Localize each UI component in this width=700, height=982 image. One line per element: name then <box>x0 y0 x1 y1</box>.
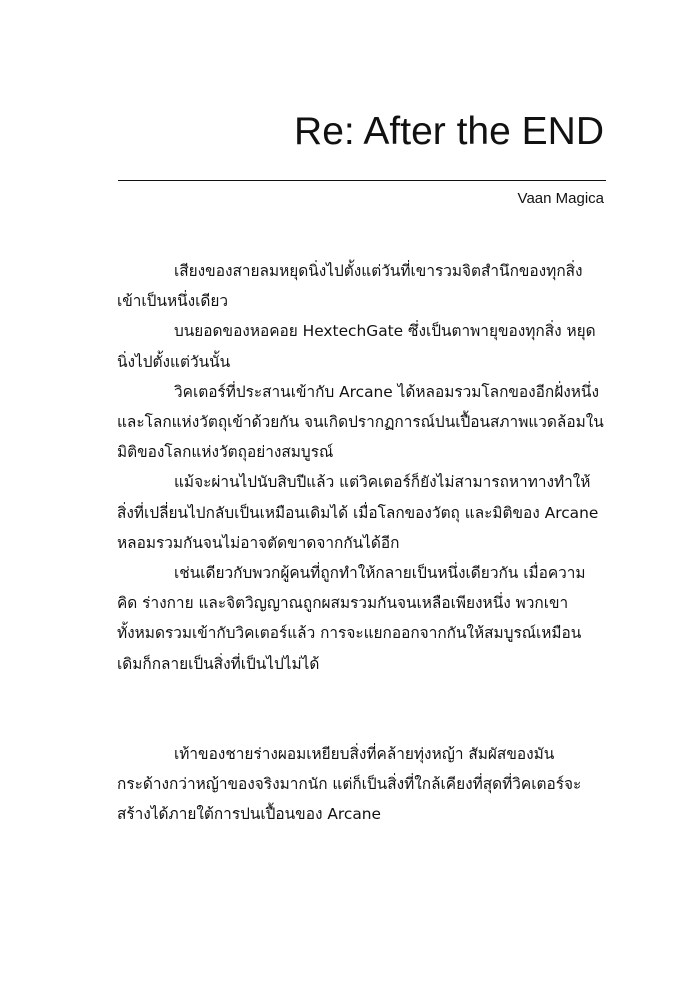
section-break <box>117 679 605 739</box>
paragraph: บนยอดของหอคอย HextechGate ซึ่งเป็นตาพายุของทุกสิ่ง หยุดนิ่งไปตั้งแต่วันนั้น <box>117 322 596 371</box>
paragraph: วิคเตอร์ที่ประสานเข้ากับ Arcane ได้หลอมรวมโลกของอีกฝั่งหนึ่งและโลกแห่งวัตถุเข้าด้วยกัน จนเกิดปรากฏการณ์ปนเปื้อนสภาพแวดล้อมในมิติของโลกแห่งวัตถุอย่างสมบูรณ์ <box>117 382 604 462</box>
paragraph: เช่นเดียวกับพวกผู้คนที่ถูกทำให้กลายเป็นหนึ่งเดียวกัน เมื่อความคิด ร่างกาย และจิตวิญญาณถูกผสมรวมกันจนเหลือเพียงหนึ่ง พวกเขาทั้งหมดรวมเข้ากับวิคเตอร์แล้ว การจะแยกออกจากกันให้สมบูรณ์เหมือนเดิมก็กลายเป็นสิ่งที่เป็นไปไม่ได้ <box>117 564 586 673</box>
author-name: Vaan Magica <box>517 190 604 207</box>
document-body <box>117 256 605 829</box>
document-title: Re: After the END <box>294 110 604 153</box>
title-divider <box>118 180 606 181</box>
paragraph: เท้าของชายร่างผอมเหยียบสิ่งที่คล้ายทุ่งหญ้า สัมผัสของมันกระด้างกว่าหญ้าของจริงมากนัก แต่ก็เป็นสิ่งที่ใกล้เคียงที่สุดที่วิคเตอร์จะสร้างได้ภายใต้การปนเปื้อนของ Arcane <box>117 744 582 824</box>
paragraph: เสียงของสายลมหยุดนิ่งไปตั้งแต่วันที่เขารวมจิตสำนึกของทุกสิ่งเข้าเป็นหนึ่งเดียว <box>117 262 583 311</box>
paragraph: แม้จะผ่านไปนับสิบปีแล้ว แต่วิคเตอร์ก็ยังไม่สามารถหาทางทำให้สิ่งที่เปลี่ยนไปกลับเป็นเหมือนเดิมได้ เมื่อโลกของวัตถุ และมิติของ Arcane หลอมรวมกันจนไม่อาจตัดขาดจากกันได้อีก <box>117 473 599 552</box>
